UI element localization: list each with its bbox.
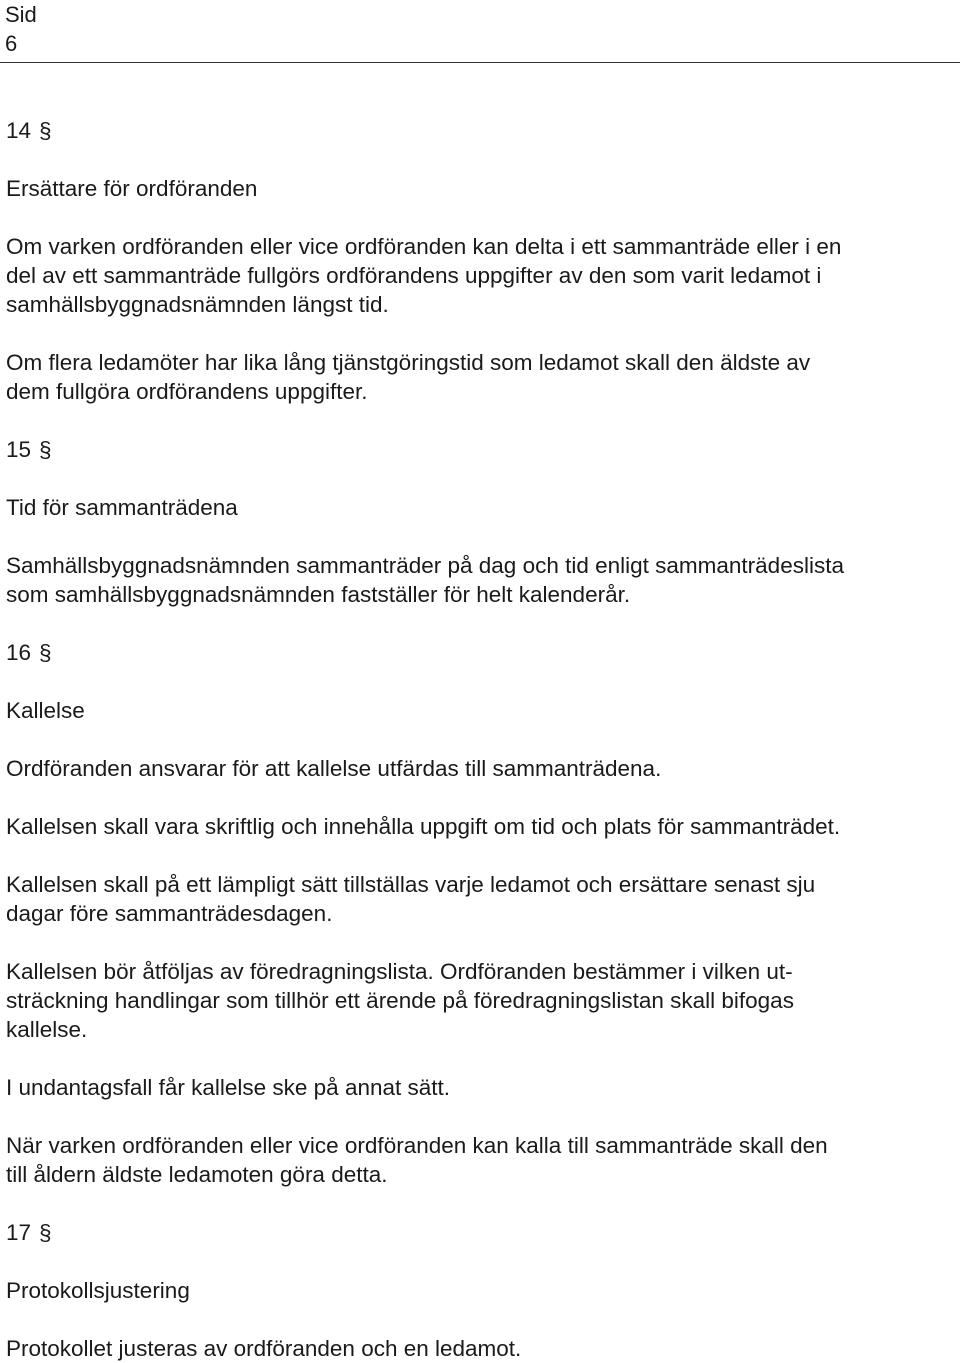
paragraph-line: I undantagsfall får kallelse ske på annat sätt.	[6, 1075, 451, 1100]
paragraph-line: dagar före sammanträdesdagen.	[6, 901, 333, 926]
section-16-title: Kallelse	[6, 698, 85, 723]
section-symbol: §	[39, 437, 52, 462]
section-14-title: Ersättare för ordföranden	[6, 176, 258, 201]
section-number: 17	[6, 1220, 32, 1245]
paragraph-line: Protokollet justeras av ordföranden och en ledamot.	[6, 1336, 522, 1361]
section-17-heading	[6, 1218, 52, 1247]
paragraph-line: Om varken ordföranden eller vice ordföranden kan delta i ett sammanträde eller i en	[6, 234, 842, 259]
paragraph-line: samhällsbyggnadsnämnden längst tid.	[6, 292, 389, 317]
page-header	[5, 0, 37, 58]
paragraph-line: Om flera ledamöter har lika lång tjänstgöringstid som ledamot skall den äldste av	[6, 350, 811, 375]
paragraph-line: till åldern äldste ledamoten göra detta.	[6, 1162, 388, 1187]
section-number: 15	[6, 437, 32, 462]
paragraph-line: Kallelsen skall vara skriftlig och innehålla uppgift om tid och plats för sammanträdet.	[6, 814, 841, 839]
section-15-heading	[6, 435, 52, 464]
paragraph-line: Ordföranden ansvarar för att kallelse utfärdas till sammanträdena.	[6, 756, 662, 781]
section-symbol: §	[39, 1220, 52, 1245]
paragraph-line: Kallelsen skall på ett lämpligt sätt tillställas varje ledamot och ersättare senast sju	[6, 872, 816, 897]
section-number: 14	[6, 118, 32, 143]
section-16-heading	[6, 638, 52, 667]
page-label: Sid	[5, 2, 37, 27]
paragraph-line: dem fullgöra ordförandens uppgifter.	[6, 379, 368, 404]
section-14-heading	[6, 116, 52, 145]
header-divider	[0, 62, 960, 63]
paragraph-line: kallelse.	[6, 1017, 88, 1042]
paragraph-line: När varken ordföranden eller vice ordföranden kan kalla till sammanträde skall den	[6, 1133, 828, 1158]
section-number: 16	[6, 640, 32, 665]
section-17-title: Protokollsjustering	[6, 1278, 190, 1303]
paragraph-line: sträckning handlingar som tillhör ett ärende på föredragningslistan skall bifogas	[6, 988, 794, 1013]
section-symbol: §	[39, 118, 52, 143]
paragraph-line: som samhällsbyggnadsnämnden fastställer för helt kalenderår.	[6, 582, 631, 607]
page-number: 6	[5, 31, 18, 56]
paragraph-line: Samhällsbyggnadsnämnden sammanträder på dag och tid enligt sammanträdeslista	[6, 553, 844, 578]
paragraph-line: del av ett sammanträde fullgörs ordförandens uppgifter av den som varit ledamot i	[6, 263, 822, 288]
section-symbol: §	[39, 640, 52, 665]
paragraph-line: Kallelsen bör åtföljas av föredragningslista. Ordföranden bestämmer i vilken ut-	[6, 959, 793, 984]
section-15-title: Tid för sammanträdena	[6, 495, 238, 520]
